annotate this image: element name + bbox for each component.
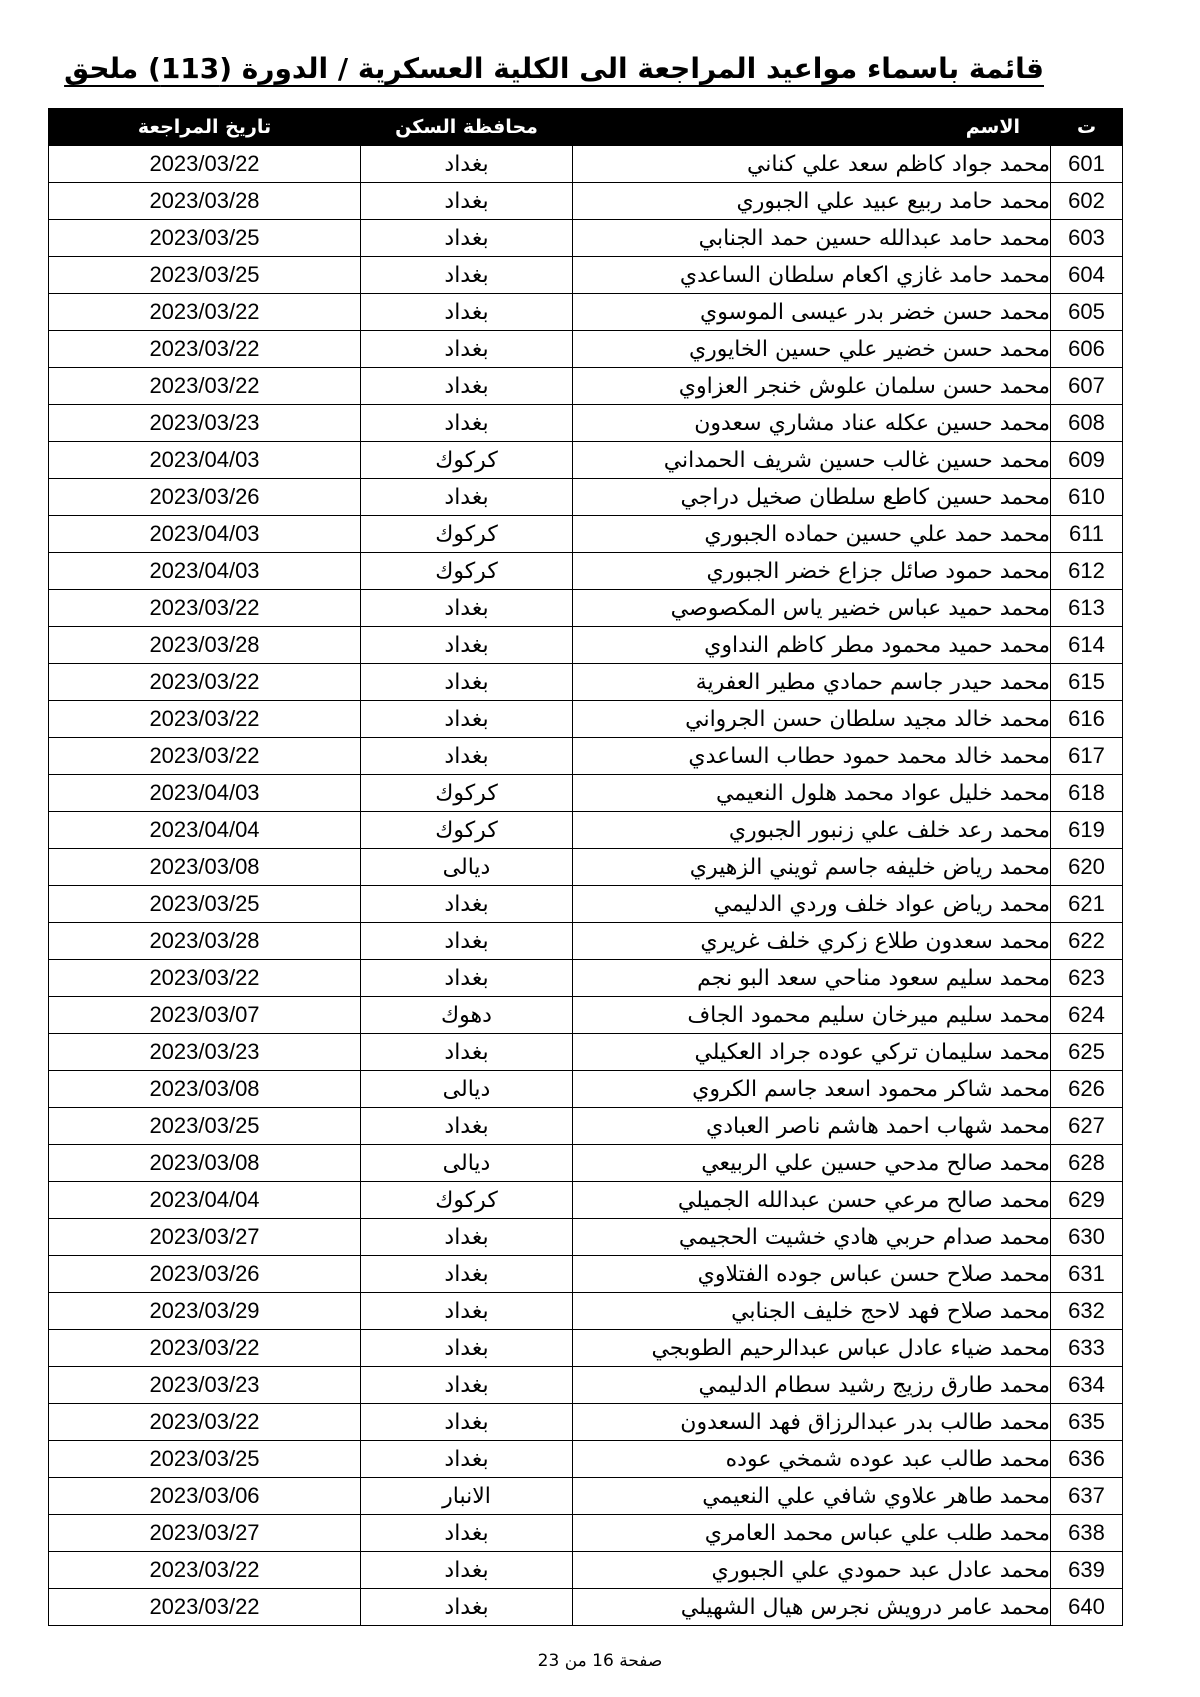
- row-governorate: بغداد: [361, 1256, 573, 1293]
- row-governorate: كركوك: [361, 442, 573, 479]
- table-row: [49, 1552, 1123, 1589]
- row-number: 639: [1051, 1552, 1123, 1589]
- row-date: 2023/03/25: [49, 220, 361, 257]
- row-governorate: ديالى: [361, 1071, 573, 1108]
- table-row: [49, 553, 1123, 590]
- row-date: 2023/04/03: [49, 553, 361, 590]
- row-date: 2023/03/27: [49, 1219, 361, 1256]
- row-number: 618: [1051, 775, 1123, 812]
- row-name: محمد شهاب احمد هاشم ناصر العبادي: [573, 1108, 1051, 1145]
- row-number: 624: [1051, 997, 1123, 1034]
- row-number: 615: [1051, 664, 1123, 701]
- table-row: [49, 405, 1123, 442]
- table-row: [49, 183, 1123, 220]
- table-row: [49, 1256, 1123, 1293]
- table-row: [49, 442, 1123, 479]
- row-governorate: بغداد: [361, 960, 573, 997]
- row-name: محمد رياض خليفه جاسم ثويني الزهيري: [573, 849, 1051, 886]
- row-number: 636: [1051, 1441, 1123, 1478]
- row-name: محمد طالب بدر عبدالرزاق فهد السعدون: [573, 1404, 1051, 1441]
- row-number: 626: [1051, 1071, 1123, 1108]
- row-governorate: بغداد: [361, 220, 573, 257]
- row-number: 635: [1051, 1404, 1123, 1441]
- row-name: محمد طالب عبد عوده شمخي عوده: [573, 1441, 1051, 1478]
- row-date: 2023/03/28: [49, 627, 361, 664]
- row-governorate: بغداد: [361, 1034, 573, 1071]
- table-row: [49, 1330, 1123, 1367]
- row-number: 608: [1051, 405, 1123, 442]
- row-date: 2023/03/27: [49, 1515, 361, 1552]
- row-governorate: كركوك: [361, 812, 573, 849]
- row-number: 638: [1051, 1515, 1123, 1552]
- row-number: 634: [1051, 1367, 1123, 1404]
- row-name: محمد سليم سعود مناحي سعد البو نجم: [573, 960, 1051, 997]
- row-date: 2023/03/22: [49, 1404, 361, 1441]
- row-date: 2023/03/22: [49, 960, 361, 997]
- row-number: 632: [1051, 1293, 1123, 1330]
- table-row: [49, 1108, 1123, 1145]
- row-date: 2023/03/22: [49, 590, 361, 627]
- row-name: محمد طاهر علاوي شافي علي النعيمي: [573, 1478, 1051, 1515]
- document-title-text: قائمة باسماء مواعيد المراجعة الى الكلية العسكرية / الدورة (113) ملحق: [64, 52, 1044, 85]
- table-row: [49, 1071, 1123, 1108]
- row-governorate: كركوك: [361, 775, 573, 812]
- row-name: محمد جواد كاظم سعد علي كناني: [573, 146, 1051, 183]
- row-governorate: بغداد: [361, 146, 573, 183]
- row-name: محمد رياض عواد خلف وردي الدليمي: [573, 886, 1051, 923]
- row-governorate: بغداد: [361, 590, 573, 627]
- row-name: محمد حامد ربيع عبيد علي الجبوري: [573, 183, 1051, 220]
- row-name: محمد حسين كاطع سلطان صخيل دراجي: [573, 479, 1051, 516]
- row-governorate: كركوك: [361, 553, 573, 590]
- row-date: 2023/03/28: [49, 923, 361, 960]
- row-governorate: بغداد: [361, 1404, 573, 1441]
- row-governorate: بغداد: [361, 1330, 573, 1367]
- row-governorate: بغداد: [361, 479, 573, 516]
- row-name: محمد حيدر جاسم حمادي مطير العفرية: [573, 664, 1051, 701]
- row-governorate: بغداد: [361, 1293, 573, 1330]
- row-name: محمد شاكر محمود اسعد جاسم الكروي: [573, 1071, 1051, 1108]
- row-date: 2023/03/23: [49, 1367, 361, 1404]
- table-row: [49, 1182, 1123, 1219]
- row-name: محمد صدام حربي هادي خشيت الحجيمي: [573, 1219, 1051, 1256]
- table-row: [49, 923, 1123, 960]
- row-name: محمد خالد محمد حمود حطاب الساعدي: [573, 738, 1051, 775]
- row-number: 621: [1051, 886, 1123, 923]
- table-row: [49, 1515, 1123, 1552]
- row-governorate: بغداد: [361, 1589, 573, 1626]
- row-number: 628: [1051, 1145, 1123, 1182]
- row-name: محمد صلاح حسن عباس جوده الفتلاوي: [573, 1256, 1051, 1293]
- row-number: 604: [1051, 257, 1123, 294]
- row-date: 2023/03/22: [49, 1589, 361, 1626]
- table-row: [49, 960, 1123, 997]
- row-number: 614: [1051, 627, 1123, 664]
- table-row: [49, 1367, 1123, 1404]
- row-number: 630: [1051, 1219, 1123, 1256]
- row-number: 607: [1051, 368, 1123, 405]
- row-governorate: دهوك: [361, 997, 573, 1034]
- row-date: 2023/03/22: [49, 146, 361, 183]
- row-name: محمد سليم ميرخان سليم محمود الجاف: [573, 997, 1051, 1034]
- row-name: محمد سعدون طلاع زكري خلف غريري: [573, 923, 1051, 960]
- table-row: [49, 997, 1123, 1034]
- row-date: 2023/03/25: [49, 886, 361, 923]
- row-governorate: كركوك: [361, 516, 573, 553]
- row-governorate: بغداد: [361, 664, 573, 701]
- table-row: [49, 738, 1123, 775]
- row-date: 2023/03/22: [49, 368, 361, 405]
- row-date: 2023/03/29: [49, 1293, 361, 1330]
- row-date: 2023/03/22: [49, 1330, 361, 1367]
- row-date: 2023/03/08: [49, 1145, 361, 1182]
- row-number: 616: [1051, 701, 1123, 738]
- column-header-date: تاريخ المراجعة: [49, 109, 361, 146]
- row-name: محمد حمد علي حسين حماده الجبوري: [573, 516, 1051, 553]
- table-row: [49, 146, 1123, 183]
- row-number: 602: [1051, 183, 1123, 220]
- row-date: 2023/03/22: [49, 331, 361, 368]
- row-name: محمد حسن سلمان علوش خنجر العزاوي: [573, 368, 1051, 405]
- row-name: محمد حسين غالب حسين شريف الحمداني: [573, 442, 1051, 479]
- row-date: 2023/03/06: [49, 1478, 361, 1515]
- table-row: [49, 590, 1123, 627]
- row-name: محمد حميد عباس خضير ياس المكصوصي: [573, 590, 1051, 627]
- row-date: 2023/03/26: [49, 1256, 361, 1293]
- row-governorate: بغداد: [361, 923, 573, 960]
- row-date: 2023/03/22: [49, 294, 361, 331]
- row-governorate: بغداد: [361, 1552, 573, 1589]
- row-number: 617: [1051, 738, 1123, 775]
- row-name: محمد ضياء عادل عباس عبدالرحيم الطوبجي: [573, 1330, 1051, 1367]
- row-governorate: بغداد: [361, 701, 573, 738]
- row-governorate: بغداد: [361, 627, 573, 664]
- row-number: 609: [1051, 442, 1123, 479]
- row-governorate: كركوك: [361, 1182, 573, 1219]
- table-row: [49, 331, 1123, 368]
- table-row: [49, 812, 1123, 849]
- row-date: 2023/03/28: [49, 183, 361, 220]
- row-governorate: بغداد: [361, 257, 573, 294]
- row-number: 610: [1051, 479, 1123, 516]
- column-header-number: ت: [1051, 109, 1123, 146]
- row-name: محمد رعد خلف علي زنبور الجبوري: [573, 812, 1051, 849]
- row-number: 601: [1051, 146, 1123, 183]
- row-name: محمد عامر درويش نجرس هيال الشهيلي: [573, 1589, 1051, 1626]
- table-row: [49, 1404, 1123, 1441]
- row-number: 605: [1051, 294, 1123, 331]
- row-number: 629: [1051, 1182, 1123, 1219]
- table-row: [49, 368, 1123, 405]
- row-name: محمد حسين عكله عناد مشاري سعدون: [573, 405, 1051, 442]
- row-date: 2023/04/04: [49, 812, 361, 849]
- row-date: 2023/03/08: [49, 849, 361, 886]
- table-row: [49, 775, 1123, 812]
- row-number: 619: [1051, 812, 1123, 849]
- row-number: 627: [1051, 1108, 1123, 1145]
- row-governorate: الانبار: [361, 1478, 573, 1515]
- row-number: 623: [1051, 960, 1123, 997]
- column-header-governorate: محافظة السكن: [361, 109, 573, 146]
- row-number: 606: [1051, 331, 1123, 368]
- row-name: محمد خالد مجيد سلطان حسن الجرواني: [573, 701, 1051, 738]
- table-row: [49, 294, 1123, 331]
- row-governorate: بغداد: [361, 183, 573, 220]
- row-date: 2023/03/23: [49, 405, 361, 442]
- table-row: [49, 886, 1123, 923]
- row-governorate: بغداد: [361, 1441, 573, 1478]
- row-number: 631: [1051, 1256, 1123, 1293]
- row-number: 637: [1051, 1478, 1123, 1515]
- row-governorate: بغداد: [361, 1108, 573, 1145]
- table-row: [49, 1145, 1123, 1182]
- row-date: 2023/03/22: [49, 664, 361, 701]
- row-name: محمد عادل عبد حمودي علي الجبوري: [573, 1552, 1051, 1589]
- row-governorate: بغداد: [361, 738, 573, 775]
- table-row: [49, 1034, 1123, 1071]
- row-governorate: بغداد: [361, 405, 573, 442]
- row-date: 2023/03/25: [49, 257, 361, 294]
- table-row: [49, 627, 1123, 664]
- row-name: محمد حميد محمود مطر كاظم النداوي: [573, 627, 1051, 664]
- row-date: 2023/04/03: [49, 442, 361, 479]
- row-number: 633: [1051, 1330, 1123, 1367]
- row-date: 2023/03/25: [49, 1108, 361, 1145]
- row-date: 2023/04/04: [49, 1182, 361, 1219]
- table-row: [49, 257, 1123, 294]
- table-row: [49, 664, 1123, 701]
- row-governorate: بغداد: [361, 886, 573, 923]
- table-row: [49, 1219, 1123, 1256]
- table-row: [49, 1589, 1123, 1626]
- header-row: [49, 109, 1123, 146]
- row-number: 620: [1051, 849, 1123, 886]
- row-date: 2023/03/22: [49, 1552, 361, 1589]
- row-name: محمد خليل عواد محمد هلول النعيمي: [573, 775, 1051, 812]
- row-name: محمد صالح مدحي حسين علي الربيعي: [573, 1145, 1051, 1182]
- row-number: 622: [1051, 923, 1123, 960]
- table-row: [49, 220, 1123, 257]
- row-date: 2023/03/07: [49, 997, 361, 1034]
- row-number: 613: [1051, 590, 1123, 627]
- row-number: 612: [1051, 553, 1123, 590]
- row-name: محمد حسن خضر بدر عيسى الموسوي: [573, 294, 1051, 331]
- table-row: [49, 1478, 1123, 1515]
- row-date: 2023/03/22: [49, 738, 361, 775]
- page-number: صفحة 16 من 23: [537, 1651, 663, 1671]
- row-number: 640: [1051, 1589, 1123, 1626]
- row-name: محمد حامد عبدالله حسين حمد الجنابي: [573, 220, 1051, 257]
- table-header: [49, 109, 1123, 146]
- row-number: 603: [1051, 220, 1123, 257]
- row-governorate: بغداد: [361, 1219, 573, 1256]
- row-number: 625: [1051, 1034, 1123, 1071]
- row-name: محمد طلب علي عباس محمد العامري: [573, 1515, 1051, 1552]
- row-governorate: ديالى: [361, 849, 573, 886]
- row-date: 2023/03/26: [49, 479, 361, 516]
- table-row: [49, 1293, 1123, 1330]
- row-date: 2023/03/08: [49, 1071, 361, 1108]
- row-name: محمد حامد غازي اكعام سلطان الساعدي: [573, 257, 1051, 294]
- row-name: محمد حسن خضير علي حسين الخايوري: [573, 331, 1051, 368]
- table-row: [49, 849, 1123, 886]
- row-name: محمد طارق رزيج رشيد سطام الدليمي: [573, 1367, 1051, 1404]
- table-row: [49, 516, 1123, 553]
- document-title: [64, 44, 1044, 94]
- row-governorate: بغداد: [361, 1367, 573, 1404]
- row-governorate: ديالى: [361, 1145, 573, 1182]
- row-name: محمد صالح مرعي حسن عبدالله الجميلي: [573, 1182, 1051, 1219]
- row-number: 611: [1051, 516, 1123, 553]
- row-date: 2023/03/22: [49, 701, 361, 738]
- row-name: محمد صلاح فهد لاحج خليف الجنابي: [573, 1293, 1051, 1330]
- row-governorate: بغداد: [361, 331, 573, 368]
- row-date: 2023/04/03: [49, 516, 361, 553]
- row-date: 2023/03/25: [49, 1441, 361, 1478]
- row-name: محمد سليمان تركي عوده جراد العكيلي: [573, 1034, 1051, 1071]
- table-body: [49, 146, 1123, 1626]
- column-header-name: الاسم: [573, 109, 1051, 146]
- table-row: [49, 479, 1123, 516]
- table-row: [49, 701, 1123, 738]
- appointments-table: [48, 108, 1123, 1626]
- table-row: [49, 1441, 1123, 1478]
- row-name: محمد حمود صائل جزاع خضر الجبوري: [573, 553, 1051, 590]
- row-date: 2023/03/23: [49, 1034, 361, 1071]
- row-governorate: بغداد: [361, 1515, 573, 1552]
- row-date: 2023/04/03: [49, 775, 361, 812]
- row-governorate: بغداد: [361, 368, 573, 405]
- row-governorate: بغداد: [361, 294, 573, 331]
